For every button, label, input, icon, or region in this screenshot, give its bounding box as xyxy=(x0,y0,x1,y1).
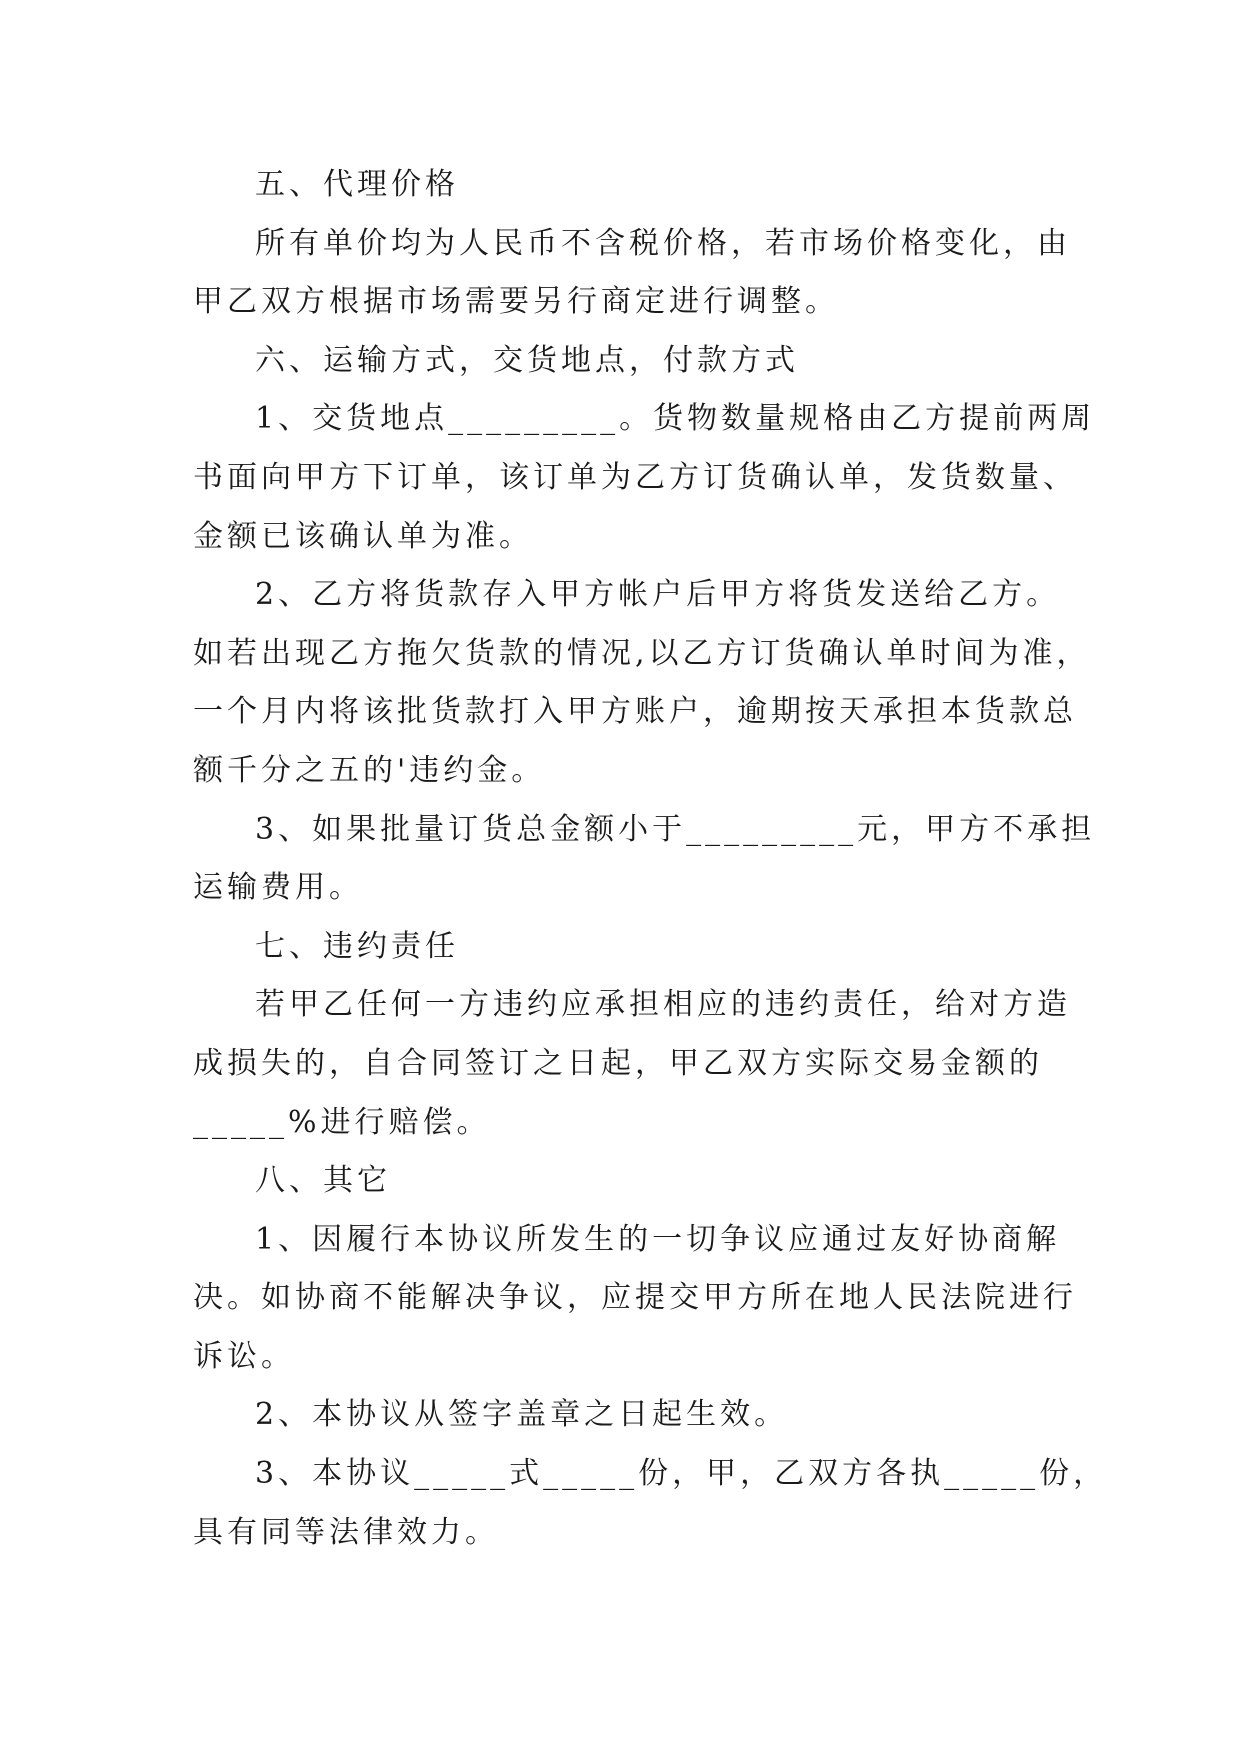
document-line: 甲乙双方根据市场需要另行商定进行调整。 xyxy=(193,284,839,320)
document-line: 1、交货地点_________。货物数量规格由乙方提前两周 xyxy=(255,401,1096,437)
document-line: 若甲乙任何一方违约应承担相应的违约责任，给对方造 xyxy=(255,987,1071,1023)
document-line: 1、因履行本协议所发生的一切争议应通过友好协商解 xyxy=(255,1221,1061,1257)
document-line: 具有同等法律效力。 xyxy=(193,1514,499,1550)
document-line: 一个月内将该批货款打入甲方账户，逾期按天承担本货款总 xyxy=(193,694,1077,730)
document-line: 金额已该确认单为准。 xyxy=(193,518,533,554)
document-line: 所有单价均为人民币不含税价格，若市场价格变化，由 xyxy=(255,225,1071,261)
document-line: 运输费用。 xyxy=(193,870,363,906)
document-line: 成损失的，自合同签订之日起，甲乙双方实际交易金额的 xyxy=(193,1045,1043,1081)
document-line: 2、乙方将货款存入甲方帐户后甲方将货发送给乙方。 xyxy=(255,577,1061,613)
document-line: 3、如果批量订货总金额小于_________元，甲方不承担 xyxy=(255,811,1096,847)
document-line: 八、其它 xyxy=(255,1163,391,1199)
document-line: 书面向甲方下订单，该订单为乙方订货确认单，发货数量、 xyxy=(193,459,1077,495)
document-line: 六、运输方式，交货地点，付款方式 xyxy=(255,342,799,378)
document-line: 五、代理价格 xyxy=(255,167,459,202)
document-line: 额千分之五的'违约金。 xyxy=(193,752,546,788)
document-line: 3、本协议_____式_____份，甲，乙双方各执_____份， xyxy=(255,1456,1108,1492)
document-line: 如若出现乙方拖欠货款的情况,以乙方订货确认单时间为准， xyxy=(193,635,1091,671)
document-line: 七、违约责任 xyxy=(255,928,459,964)
document-line: 诉讼。 xyxy=(193,1338,295,1374)
document-line: _____%进行赔偿。 xyxy=(193,1104,491,1140)
document-line: 2、本协议从签字盖章之日起生效。 xyxy=(255,1397,789,1433)
document-body xyxy=(193,156,1108,1562)
document-line: 决。如协商不能解决争议，应提交甲方所在地人民法院进行 xyxy=(193,1280,1077,1316)
